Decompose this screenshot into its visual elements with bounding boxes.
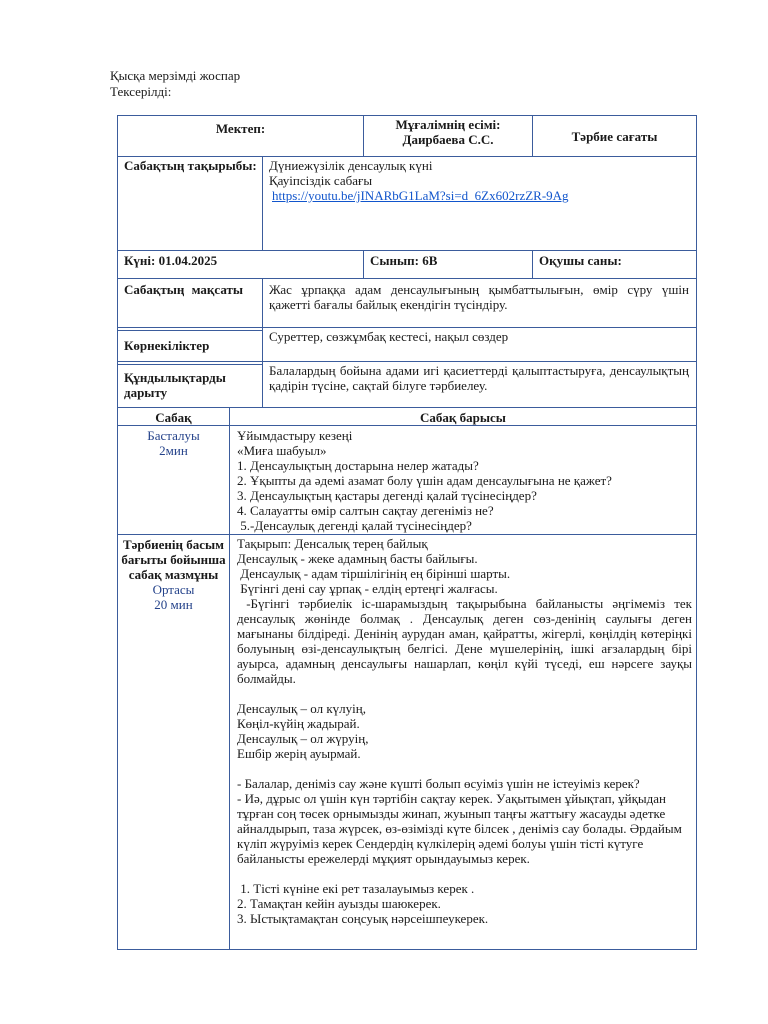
poem-line: Денсаулық – ол жүруің, — [237, 731, 369, 746]
middle-content — [237, 536, 696, 926]
middle-line: Тақырып: Денсалық терең байлық — [237, 536, 428, 551]
goal-label: Сабақтың мақсаты — [124, 282, 244, 297]
middle-time: 20 мин — [154, 597, 193, 612]
lesson-progress-header: Сабақ барысы — [420, 410, 506, 425]
lesson-type: Тәрбие сағаты — [571, 129, 658, 144]
values-text: Балалардың бойына адами игі қасиеттерді қалыптастыруға, денсаулықтың қадірін түсіне, сақтай білуге тәрбиелеу. — [269, 363, 689, 393]
start-line: 4. Салауатты өмір салтын сақтау дегеніміз не? — [237, 503, 494, 518]
teacher-label: Мұғалімнің есімі: — [395, 117, 501, 132]
start-stage-label — [118, 428, 229, 458]
lesson-col-header: Сабақ — [155, 410, 192, 425]
middle-stage-label — [120, 537, 227, 612]
middle-answer: - Иә, дұрыс ол үшін күн тәртібін сақтау керек. Уақытымен ұйықтап, ұйқыдан тұрған соң төсек орнымызды жинап, жуынып таңғы жаттығу жасауды әдетке айналдырып, таза жүрсек, өз-өзімізді күте білсек , деніміз сау болады. Әрдайым күліп жүруіміз керек Сендердің күлкілерің әдемі болуы үшін тісті күтуге байланысты ережелерді мұқият орындауымыз керек. — [237, 791, 682, 866]
rule-item: 1. Тісті күніне екі рет тазалауымыз керек . — [237, 881, 475, 896]
middle-line: Денсаулық - жеке адамның басты байлығы. — [237, 551, 478, 566]
topic-content — [269, 158, 689, 203]
poem-line: Ешбір жерің ауырмай. — [237, 746, 361, 761]
school-label: Мектеп: — [215, 121, 266, 136]
visuals-text: Суреттер, сөзжұмбақ кестесі, нақыл сөздер — [269, 329, 509, 344]
middle-label: Тәрбиенің басым бағыты бойынша сабақ мазмұны — [121, 537, 226, 582]
rule-item: 3. Ыстықтамақтан соңсуық нәрсеішпеукерек. — [237, 911, 489, 926]
video-link[interactable]: https://youtu.be/jINARbG1LaM?si=d_6Zx602rzZR-9Ag — [272, 188, 569, 203]
start-content — [237, 428, 692, 533]
topic-label: Сабақтың тақырыбы: — [124, 158, 257, 173]
start-line: Ұйымдастыру кезеңі — [237, 428, 353, 443]
students-label: Оқушы саны: — [539, 253, 622, 268]
start-label: Басталуы — [147, 428, 200, 443]
visuals-label: Көрнекіліктер — [124, 338, 210, 353]
rule-item: 2. Тамақтан кейін ауызды шаюкерек. — [237, 896, 441, 911]
class-label: Сынып: 6В — [370, 253, 438, 268]
start-line: 3. Денсаулықтың қастары дегенді қалай түсінесіңдер? — [237, 488, 537, 503]
goal-text: Жас ұрпаққа адам денсаулығының қымбаттылығын, өмір сүру үшін қажетті бағалы байлық екендігін түсіндіру. — [269, 282, 689, 312]
document-header — [110, 68, 240, 100]
start-time: 2мин — [159, 443, 188, 458]
checked-label: Тексерілді: — [110, 84, 172, 99]
topic-title: Дүниежүзілік денсаулық күні — [269, 158, 433, 173]
poem-line: Көңіл-күйің жадырай. — [237, 716, 360, 731]
start-line: 2. Ұқыпты да әдемі азамат болу үшін адам денсаулығына не қажет? — [237, 473, 612, 488]
poem-line: Денсаулық – ол күлуің, — [237, 701, 366, 716]
middle-line: Денсаулық - адам тіршілігінің ең бірінші шарты. — [237, 566, 511, 581]
start-line: 1. Денсаулықтың достарына нелер жатады? — [237, 458, 479, 473]
middle-question: - Балалар, деніміз сау және күшті болып өсуіміз үшін не істеуіміз керек? — [237, 776, 640, 791]
middle-sub: Ортасы — [152, 582, 195, 597]
values-label: Құндылықтарды дарыту — [124, 370, 226, 400]
middle-paragraph: -Бүгінгі тәрбиелік іс-шарамыздың тақырыбына байланысты әңгімеміз тек денсаулық жөнінде болмақ . Денсаулық деген сөз-денінің саулығы деген мағынаны білдіреді. Денінің аурудан аман, қайратты, жігерлі, көңілдің көтеріңкі болуының өзі-денсаулықтың белгісі. Дене мүшелерінің, ішкі ағзалардың бірі ауырса, адамның денсаулығы нашарлап, көңіл күйі түседі, еш нәрсеге зауқы болмайды. — [237, 596, 696, 686]
teacher-cell — [364, 117, 532, 147]
topic-subtitle: Қауіпсіздік сабағы — [269, 173, 373, 188]
plan-title: Қысқа мерзімді жоспар — [110, 68, 241, 83]
date-label: Күні: 01.04.2025 — [124, 253, 218, 268]
start-line: «Миға шабуыл» — [237, 443, 327, 458]
start-line: 5.-Денсаулық дегенді қалай түсінесіңдер? — [237, 518, 472, 533]
teacher-name: Даирбаева С.С. — [402, 132, 494, 147]
middle-line: Бүгінгі дені сау ұрпақ - елдің ертеңгі жалғасы. — [237, 581, 498, 596]
